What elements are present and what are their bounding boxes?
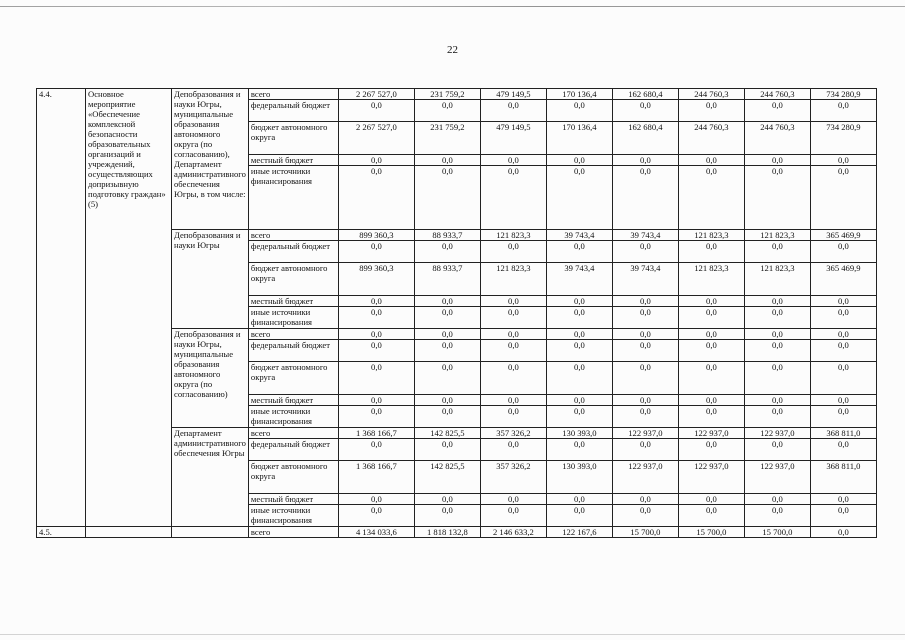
funding-source-cell: федеральный бюджет [248,100,338,122]
value-cell: 0,0 [612,329,678,340]
value-cell: 0,0 [744,100,810,122]
value-cell: 121 823,3 [678,230,744,241]
value-cell: 2 146 633,2 [480,527,546,538]
value-cell: 0,0 [810,494,876,505]
value-cell: 0,0 [338,296,414,307]
value-cell: 0,0 [744,307,810,329]
value-cell: 121 823,3 [744,230,810,241]
value-cell: 0,0 [810,155,876,166]
value-cell: 39 743,4 [546,230,612,241]
executor-cell: Депобразования и науки Югры [172,230,249,329]
value-cell: 0,0 [678,439,744,461]
value-cell: 0,0 [546,166,612,230]
funding-source-cell: бюджет автономного округа [248,362,338,395]
value-cell: 0,0 [546,505,612,527]
value-cell: 899 360,3 [338,230,414,241]
value-cell: 0,0 [414,241,480,263]
value-cell: 0,0 [612,505,678,527]
funding-source-cell: федеральный бюджет [248,439,338,461]
value-cell: 0,0 [414,155,480,166]
value-cell: 162 680,4 [612,122,678,155]
value-cell: 0,0 [414,494,480,505]
value-cell: 1 368 166,7 [338,461,414,494]
value-cell: 142 825,5 [414,461,480,494]
funding-source-cell: федеральный бюджет [248,340,338,362]
value-cell: 0,0 [338,494,414,505]
value-cell: 368 811,0 [810,461,876,494]
value-cell: 170 136,4 [546,122,612,155]
value-cell: 170 136,4 [546,89,612,100]
value-cell: 0,0 [612,362,678,395]
value-cell: 122 937,0 [678,428,744,439]
value-cell: 0,0 [338,439,414,461]
value-cell: 0,0 [338,307,414,329]
value-cell: 0,0 [414,166,480,230]
value-cell: 122 937,0 [612,428,678,439]
value-cell: 0,0 [744,494,810,505]
table-row [37,527,877,538]
funding-source-cell: местный бюджет [248,296,338,307]
value-cell: 479 149,5 [480,122,546,155]
value-cell: 0,0 [338,155,414,166]
table-row [37,89,877,100]
value-cell: 162 680,4 [612,89,678,100]
funding-source-cell: всего [248,230,338,241]
value-cell: 479 149,5 [480,89,546,100]
value-cell: 0,0 [810,340,876,362]
value-cell: 244 760,3 [678,89,744,100]
value-cell: 0,0 [480,406,546,428]
funding-source-cell: иные источники финансирования [248,166,338,230]
value-cell: 0,0 [810,362,876,395]
value-cell: 0,0 [744,406,810,428]
value-cell: 122 937,0 [744,461,810,494]
value-cell: 130 393,0 [546,461,612,494]
value-cell: 0,0 [480,439,546,461]
value-cell: 0,0 [546,406,612,428]
executor-cell: Депобразования и науки Югры, муниципальные образования автономного округа (по согласованию), Департамент административного обеспечения Югры, в том числе: [172,89,249,230]
value-cell: 88 933,7 [414,230,480,241]
value-cell: 0,0 [678,362,744,395]
value-cell: 0,0 [810,439,876,461]
value-cell: 0,0 [744,505,810,527]
value-cell: 121 823,3 [744,263,810,296]
value-cell: 0,0 [546,329,612,340]
value-cell: 0,0 [480,505,546,527]
value-cell: 0,0 [678,329,744,340]
item-number-cell: 4.4. [37,89,86,527]
value-cell: 0,0 [414,439,480,461]
value-cell: 0,0 [480,329,546,340]
value-cell: 0,0 [612,296,678,307]
value-cell: 1 818 132,8 [414,527,480,538]
value-cell: 0,0 [414,340,480,362]
value-cell: 0,0 [744,241,810,263]
value-cell: 0,0 [414,362,480,395]
value-cell: 0,0 [414,100,480,122]
value-cell: 368 811,0 [810,428,876,439]
value-cell: 0,0 [612,166,678,230]
scan-edge-bottom [0,634,905,635]
funding-source-cell: местный бюджет [248,155,338,166]
value-cell: 0,0 [612,395,678,406]
funding-source-cell: иные источники финансирования [248,406,338,428]
value-cell: 0,0 [678,166,744,230]
value-cell: 0,0 [480,362,546,395]
value-cell: 39 743,4 [612,230,678,241]
value-cell: 0,0 [612,340,678,362]
value-cell: 15 700,0 [612,527,678,538]
budget-table [36,88,877,538]
value-cell: 0,0 [546,100,612,122]
funding-source-cell: местный бюджет [248,494,338,505]
value-cell: 0,0 [612,307,678,329]
value-cell: 0,0 [612,494,678,505]
executor-cell: Депобразования и науки Югры, муниципальные образования автономного округа (по согласованию) [172,329,249,428]
value-cell: 0,0 [338,395,414,406]
value-cell: 0,0 [480,155,546,166]
value-cell: 88 933,7 [414,263,480,296]
funding-source-cell: всего [248,527,338,538]
value-cell: 15 700,0 [744,527,810,538]
funding-source-cell: федеральный бюджет [248,241,338,263]
value-cell: 0,0 [612,155,678,166]
value-cell: 130 393,0 [546,428,612,439]
executor-cell [172,527,249,538]
value-cell: 121 823,3 [480,263,546,296]
value-cell: 0,0 [338,241,414,263]
value-cell: 0,0 [480,100,546,122]
value-cell: 244 760,3 [744,89,810,100]
activity-cell [86,527,172,538]
value-cell: 0,0 [338,100,414,122]
executor-cell: Департамент административного обеспечения Югры [172,428,249,527]
value-cell: 0,0 [546,494,612,505]
value-cell: 365 469,9 [810,263,876,296]
value-cell: 0,0 [678,395,744,406]
value-cell: 0,0 [810,100,876,122]
funding-source-cell: всего [248,329,338,340]
value-cell: 0,0 [414,307,480,329]
value-cell: 0,0 [810,527,876,538]
value-cell: 357 326,2 [480,428,546,439]
value-cell: 0,0 [338,362,414,395]
value-cell: 0,0 [480,494,546,505]
value-cell: 0,0 [480,340,546,362]
value-cell: 734 280,9 [810,122,876,155]
value-cell: 0,0 [612,100,678,122]
value-cell: 122 937,0 [744,428,810,439]
value-cell: 0,0 [546,296,612,307]
value-cell: 0,0 [744,340,810,362]
value-cell: 0,0 [810,307,876,329]
value-cell: 0,0 [414,505,480,527]
value-cell: 0,0 [546,155,612,166]
value-cell: 39 743,4 [612,263,678,296]
value-cell: 0,0 [810,296,876,307]
value-cell: 0,0 [612,439,678,461]
value-cell: 0,0 [480,166,546,230]
value-cell: 365 469,9 [810,230,876,241]
funding-source-cell: иные источники финансирования [248,505,338,527]
value-cell: 0,0 [480,296,546,307]
value-cell: 0,0 [810,241,876,263]
value-cell: 0,0 [744,166,810,230]
value-cell: 2 267 527,0 [338,89,414,100]
value-cell: 0,0 [414,395,480,406]
value-cell: 0,0 [678,100,744,122]
value-cell: 0,0 [678,505,744,527]
value-cell: 39 743,4 [546,263,612,296]
value-cell: 0,0 [744,155,810,166]
funding-source-cell: всего [248,89,338,100]
value-cell: 0,0 [414,406,480,428]
value-cell: 121 823,3 [678,263,744,296]
funding-source-cell: бюджет автономного округа [248,263,338,296]
value-cell: 142 825,5 [414,428,480,439]
value-cell: 244 760,3 [744,122,810,155]
value-cell: 0,0 [678,340,744,362]
value-cell: 121 823,3 [480,230,546,241]
value-cell: 0,0 [810,505,876,527]
value-cell: 0,0 [744,296,810,307]
value-cell: 0,0 [744,395,810,406]
value-cell: 0,0 [744,329,810,340]
value-cell: 0,0 [546,340,612,362]
value-cell: 0,0 [338,340,414,362]
value-cell: 0,0 [678,155,744,166]
value-cell: 2 267 527,0 [338,122,414,155]
value-cell: 122 937,0 [612,461,678,494]
value-cell: 734 280,9 [810,89,876,100]
item-number-cell: 4.5. [37,527,86,538]
page-number: 22 [447,44,458,56]
value-cell: 0,0 [480,307,546,329]
value-cell: 0,0 [338,166,414,230]
value-cell: 1 368 166,7 [338,428,414,439]
value-cell: 0,0 [414,296,480,307]
value-cell: 244 760,3 [678,122,744,155]
value-cell: 0,0 [480,395,546,406]
value-cell: 0,0 [678,241,744,263]
value-cell: 0,0 [744,439,810,461]
value-cell: 0,0 [480,241,546,263]
value-cell: 0,0 [678,494,744,505]
value-cell: 122 167,6 [546,527,612,538]
funding-source-cell: бюджет автономного округа [248,461,338,494]
activity-cell: Основное мероприятие «Обеспечение комплексной безопасности образовательных организаций и учреждений, осуществляющих допризывную подготовку граждан» (5) [86,89,172,527]
value-cell: 0,0 [678,296,744,307]
budget-table-body [37,89,877,538]
value-cell: 0,0 [810,329,876,340]
value-cell: 0,0 [678,307,744,329]
value-cell: 0,0 [546,439,612,461]
value-cell: 0,0 [546,362,612,395]
value-cell: 0,0 [810,406,876,428]
funding-source-cell: всего [248,428,338,439]
value-cell: 0,0 [338,406,414,428]
value-cell: 231 759,2 [414,122,480,155]
value-cell: 0,0 [338,505,414,527]
value-cell: 357 326,2 [480,461,546,494]
value-cell: 231 759,2 [414,89,480,100]
value-cell: 4 134 033,6 [338,527,414,538]
funding-source-cell: иные источники финансирования [248,307,338,329]
value-cell: 0,0 [612,241,678,263]
value-cell: 0,0 [546,395,612,406]
value-cell: 0,0 [546,241,612,263]
value-cell: 0,0 [678,406,744,428]
value-cell: 0,0 [810,166,876,230]
value-cell: 0,0 [612,406,678,428]
value-cell: 0,0 [414,329,480,340]
funding-source-cell: бюджет автономного округа [248,122,338,155]
value-cell: 0,0 [338,329,414,340]
value-cell: 899 360,3 [338,263,414,296]
value-cell: 15 700,0 [678,527,744,538]
value-cell: 0,0 [744,362,810,395]
value-cell: 0,0 [546,307,612,329]
value-cell: 0,0 [810,395,876,406]
scan-edge-top [0,6,905,7]
funding-source-cell: местный бюджет [248,395,338,406]
value-cell: 122 937,0 [678,461,744,494]
